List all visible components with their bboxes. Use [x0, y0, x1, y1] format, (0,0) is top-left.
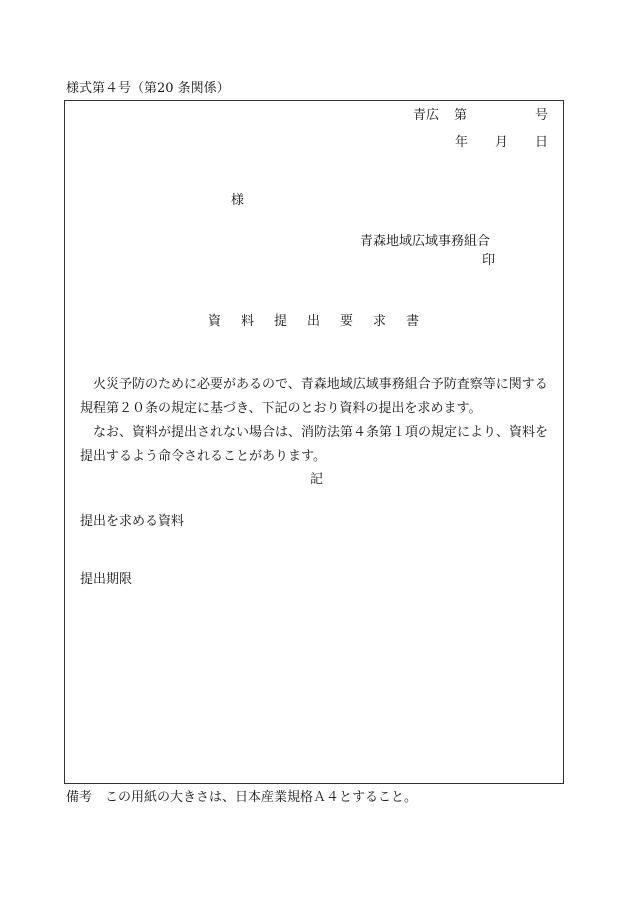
- body-paragraph-1: 火災予防のために必要があるので、青森地域広域事務組合予防査察等に関する規程第２０条の規定に基づき、下記のとおり資料の提出を求めます。: [80, 377, 548, 416]
- reference-number-label: 第: [454, 108, 468, 123]
- document-title: 資料提出要求書: [208, 314, 440, 329]
- seal-mark: 印: [482, 253, 496, 268]
- addressee-honorific: 様: [231, 193, 245, 208]
- reference-suffix: 号: [535, 108, 549, 123]
- date-year-label: 年: [455, 135, 469, 150]
- field-label-materials: 提出を求める資料: [80, 514, 185, 529]
- date-day-label: 日: [535, 135, 549, 150]
- field-label-deadline: 提出期限: [80, 572, 133, 587]
- body-paragraph-2: なお、資料が提出されない場合は、消防法第４条第１項の規定により、資料を提出するよう命令されることがあります。: [80, 425, 549, 464]
- remarks-note: 備考 この用紙の大きさは、日本産業規格Ａ４とすること。: [66, 790, 418, 805]
- date-month-label: 月: [495, 135, 509, 150]
- reference-prefix: 青広: [413, 108, 440, 123]
- form-number-label: 様式第４号（第20 条関係）: [66, 81, 230, 96]
- body-text: [80, 373, 554, 469]
- ki-heading: 記: [310, 472, 324, 487]
- issuer-name: 青森地域広域事務組合: [360, 234, 491, 249]
